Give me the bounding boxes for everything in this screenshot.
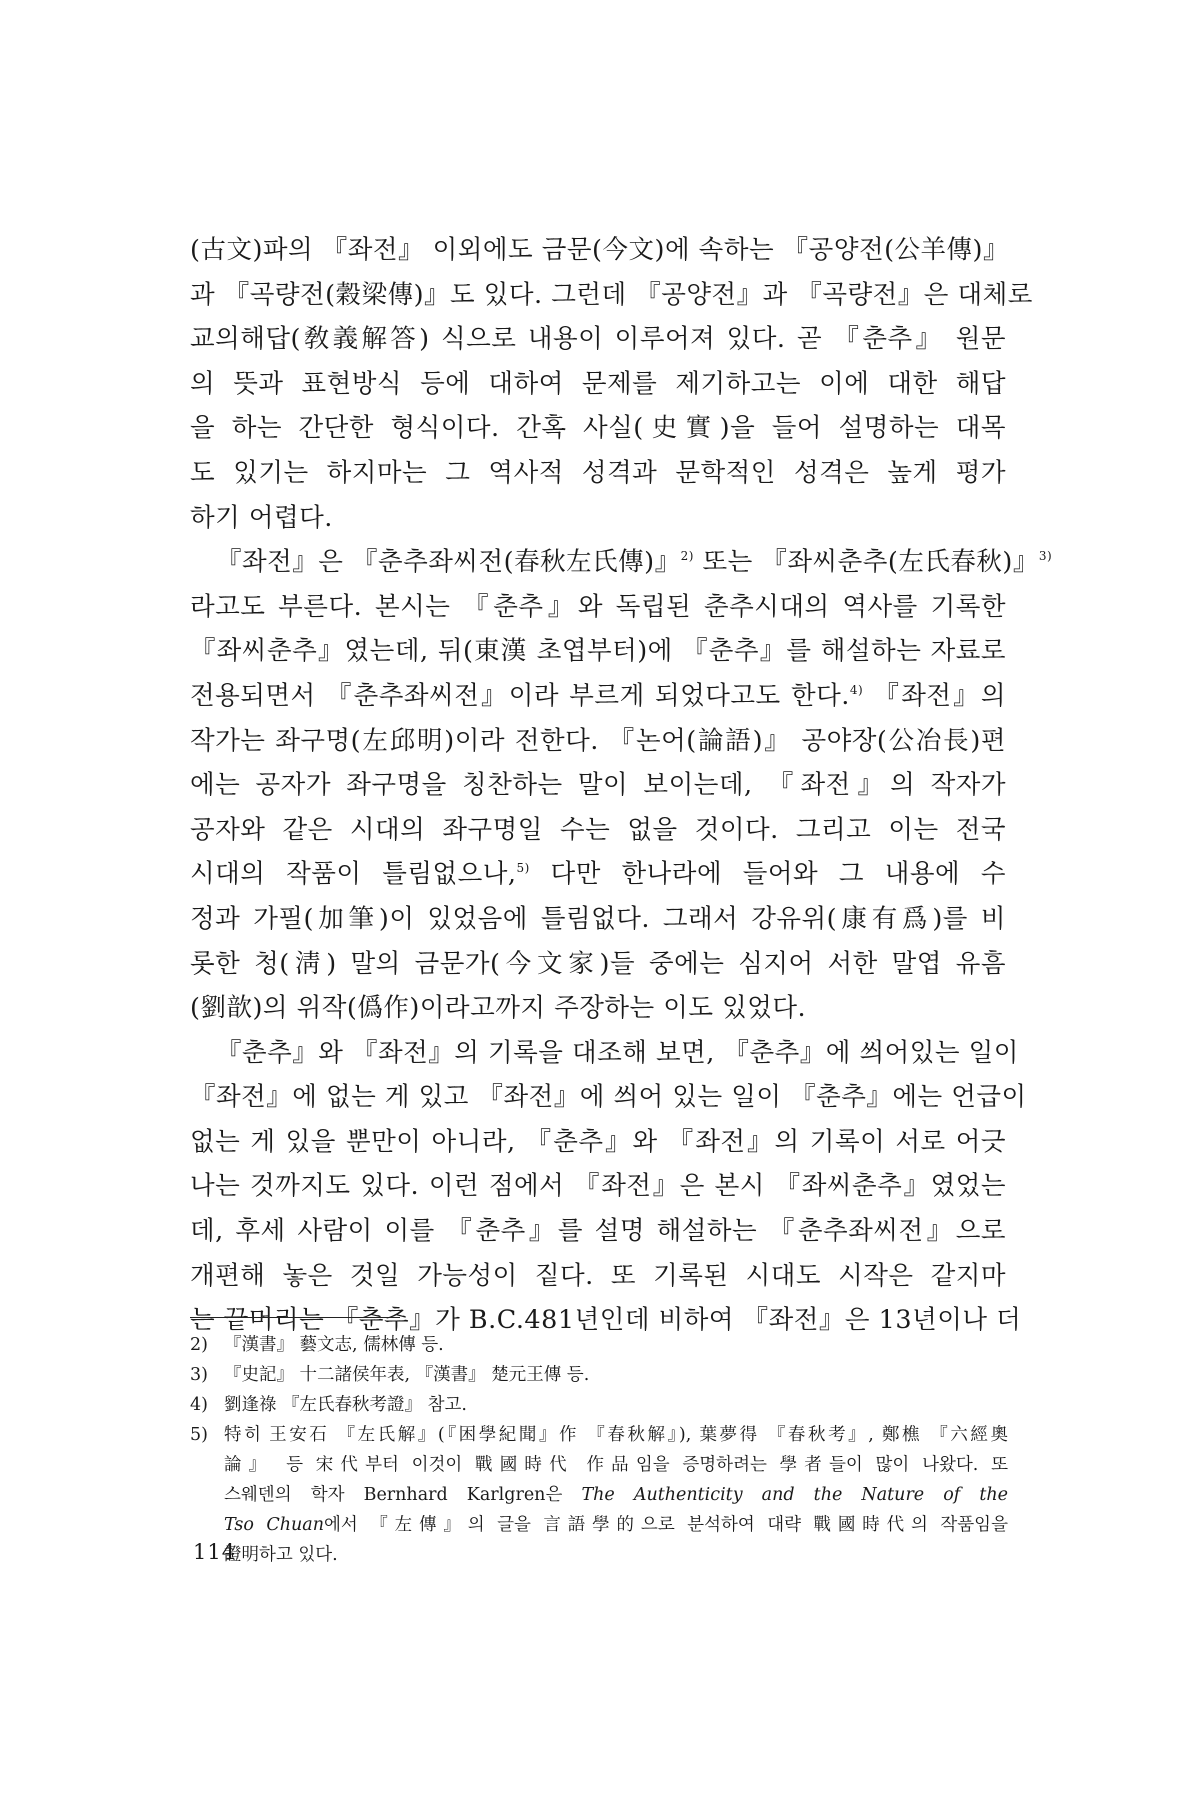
text-line: 정과 가필(加筆)이 있었음에 틀림없다. 그래서 강유위(康有爲)를 비	[190, 903, 1006, 934]
text-line: 도 있기는 하지마는 그 역사적 성격과 문학적인 성격은 높게 평가	[190, 457, 1006, 488]
text-line: 롯한 청(淸) 말의 금문가(今文家)들 중에는 심지어 서한 말엽 유흠	[190, 948, 1006, 979]
page-number: 114	[193, 1540, 237, 1564]
text-line: 『춘추』와 『좌전』의 기록을 대조해 보면, 『춘추』에 씌어있는 일이	[216, 1037, 1019, 1068]
footnote-4	[190, 1390, 1008, 1420]
footnote-ref-5: 5)	[516, 861, 530, 876]
text-line: 없는 게 있을 뿐만이 아니라, 『춘추』와 『좌전』의 기록이 서로 어긋	[190, 1126, 1006, 1157]
text-line: 공자와 같은 시대의 좌구명일 수는 없을 것이다. 그리고 이는 전국	[190, 814, 1006, 845]
footnote-number: 3)	[190, 1365, 208, 1385]
text-line: 라고도 부른다. 본시는 『춘추』와 독립된 춘추시대의 역사를 기록한	[190, 591, 1006, 622]
text-line: (劉歆)의 위작(僞作)이라고까지 주장하는 이도 있었다.	[190, 993, 807, 1024]
paragraph-3	[190, 1031, 1027, 1343]
text-line: 교의해답(敎義解答) 식으로 내용이 이루어져 있다. 곧 『춘추』 원문	[190, 324, 1006, 355]
text-segment: 또는 『좌씨춘추(左氏春秋)』	[693, 547, 1039, 578]
text-line	[190, 852, 1006, 897]
paragraph-1	[190, 228, 1033, 540]
text-line: (古文)파의 『좌전』 이외에도 금문(今文)에 속하는 『공양전(公羊傳)』	[190, 235, 1009, 265]
text-line: 의 뜻과 표현방식 등에 대하여 문제를 제기하고는 이에 대한 해답	[190, 368, 1006, 399]
text-segment: 다만 한나라에 들어와 그 내용에 수	[529, 859, 1007, 890]
text-segment: 『좌전』은 『춘추좌씨전(春秋左氏傳)』	[216, 547, 681, 578]
footnote-ref-3: 3)	[1038, 549, 1053, 564]
text-segment: 전용되면서 『춘추좌씨전』이라 부르게 되었다고도 한다.	[190, 680, 850, 711]
footnote-line: 特히 王安石 『左氏解』(『困學紀聞』作 『春秋解』), 葉夢得 『春秋考』, 鄭樵 『六經奧	[224, 1425, 1008, 1445]
text-line: 과 『곡량전(穀梁傳)』도 있다. 그런데 『공양전』과 『곡량전』은 대체로	[190, 279, 1033, 310]
footnote-number: 5)	[190, 1425, 208, 1445]
text-line: 에는 공자가 좌구명을 칭찬하는 말이 보이는데, 『좌전』의 작자가	[190, 770, 1006, 801]
footnote-divider	[190, 1317, 400, 1318]
book-title-italic: The Authenticity and the Nature of the	[581, 1485, 1008, 1505]
text-line	[190, 674, 1006, 719]
text-line: 을 하는 간단한 형식이다. 간혹 사실(史實)을 들어 설명하는 대목	[190, 413, 1006, 444]
footnote-text	[224, 1390, 1008, 1420]
footnote-segment: 스웨덴의 학자 Bernhard Karlgren은	[224, 1485, 582, 1505]
footnote-ref-2: 2)	[680, 549, 694, 564]
footnote-line	[224, 1480, 1008, 1510]
footnote-line: 『史記』 十二諸侯年表, 『漢書』 楚元王傳 등.	[224, 1365, 590, 1385]
book-title-italic: Tso Chuan	[224, 1515, 324, 1535]
text-line: 『좌전』에 없는 게 있고 『좌전』에 씌어 있는 일이 『춘추』에는 언급이	[190, 1082, 1027, 1113]
footnote-line: 論』 등 宋代부터 이것이 戰國時代 作品임을 증명하려는 學者들이 많이 나왔다. 또	[224, 1455, 1008, 1475]
footnote-ref-4: 4)	[849, 682, 864, 697]
footnote-number: 2)	[190, 1335, 208, 1355]
footnote-text	[224, 1360, 1008, 1390]
text-line: 『좌씨춘추』였는데, 뒤(東漢 초엽부터)에 『춘추』를 해설하는 자료로	[190, 636, 1006, 667]
text-line: 나는 것까지도 있다. 이런 점에서 『좌전』은 본시 『좌씨춘추』였었는	[190, 1171, 1006, 1202]
footnote-5	[190, 1420, 1008, 1570]
text-line: 는 끝머리는 『춘추』가 B.C.481년인데 비하여 『좌전』은 13년이나 더	[190, 1305, 1022, 1336]
footnote-line: 劉逢祿 『左氏春秋考證』 참고.	[224, 1395, 467, 1415]
footnote-text	[224, 1330, 1008, 1360]
footnote-segment: 에서 『左傳』의 글을 言語學的으로 분석하여 대략 戰國時代의 작품임을	[324, 1515, 1008, 1535]
text-line: 작가는 좌구명(左邱明)이라 전한다. 『논어(論語)』 공야장(公冶長)편	[190, 725, 1006, 756]
text-line: 하기 어렵다.	[190, 502, 333, 533]
paragraph-2	[190, 540, 1053, 1031]
footnote-number: 4)	[190, 1395, 208, 1415]
footnotes	[190, 1330, 1008, 1570]
footnote-line	[224, 1510, 1008, 1540]
footnote-3	[190, 1360, 1008, 1390]
footnote-2	[190, 1330, 1008, 1360]
page-body	[190, 228, 1053, 1343]
text-line: 개편해 놓은 것일 가능성이 짙다. 또 기록된 시대도 시작은 같지마	[190, 1260, 1006, 1291]
footnote-line: 證明하고 있다.	[224, 1545, 338, 1565]
text-segment: 시대의 작품이 틀림없으나,	[190, 859, 517, 890]
text-line: 데, 후세 사람이 이를 『춘추』를 설명 해설하는 『춘추좌씨전』으로	[190, 1216, 1006, 1247]
footnote-text	[224, 1420, 1008, 1570]
text-line	[190, 540, 1053, 585]
text-segment: 『좌전』의	[863, 680, 1006, 711]
footnote-line: 『漢書』 藝文志, 儒林傳 등.	[224, 1335, 444, 1355]
